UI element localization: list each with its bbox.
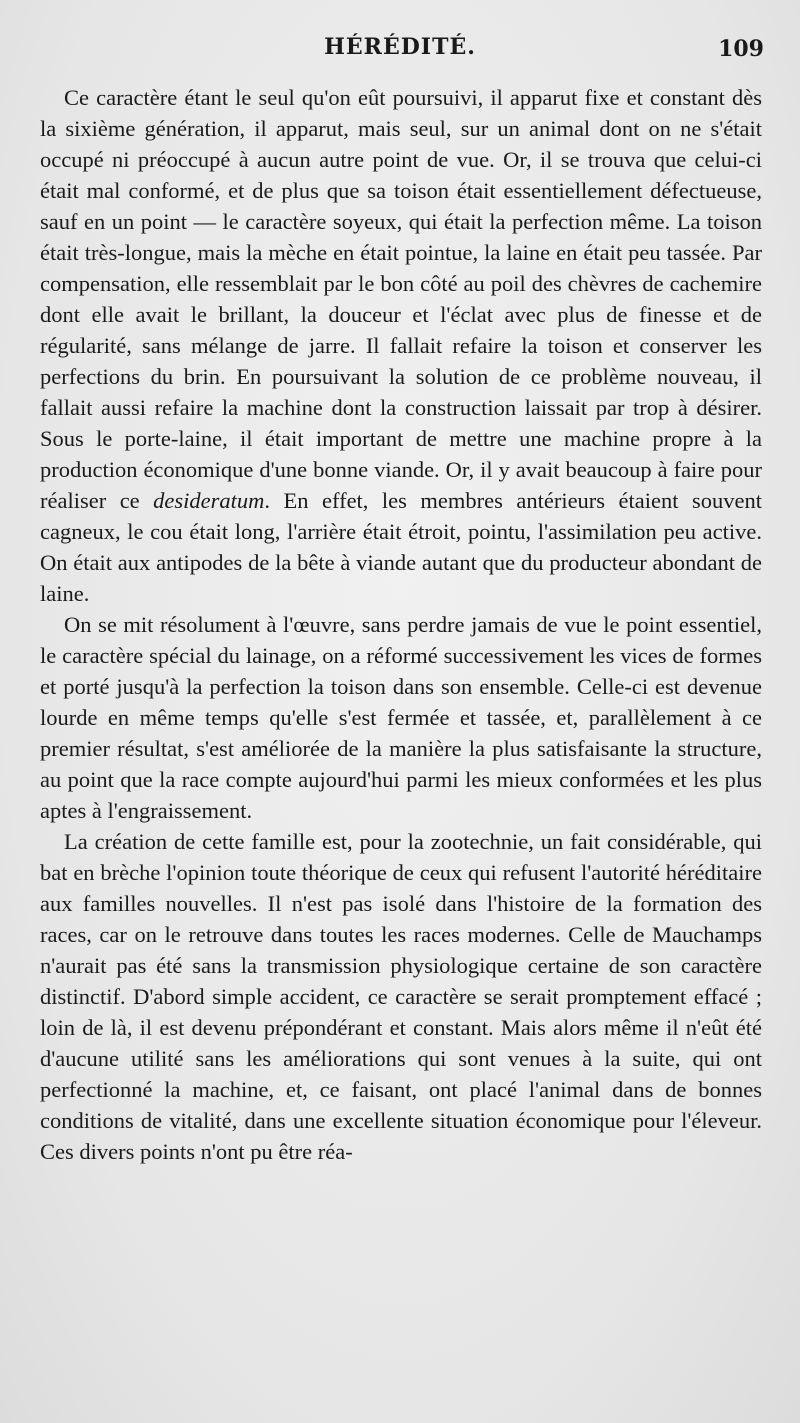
- italic-term: desideratum: [153, 488, 265, 513]
- paragraph-3: La création de cette famille est, pour la zootechnie, un fait considérable, qui bat en brèche l'opinion toute théorique de ceux qui refusent l'autorité héréditaire aux familles nouvelles. Il n'est pas isolé dans l'histoire de la formation des races, car on le retrouve dans toutes les races modernes. Celle de Mauchamps n'aurait pas été sans la transmission physiologique certaine de son caractère distinctif. D'abord simple accident, ce caractère se serait promptement effacé ; loin de là, il est devenu prépondérant et constant. Mais alors même il n'eût été d'aucune utilité sans les améliorations qui sont venues à la suite, qui ont perfectionné la machine, et, ce faisant, ont placé l'animal dans de bonnes conditions de vitalité, dans une excellente situation économique pour l'éleveur. Ces divers points n'ont pu être réa-: [40, 829, 762, 1164]
- paragraph-1-text-a: Ce caractère étant le seul qu'on eût poursuivi, il apparut fixe et constant dès la sixième génération, il apparut, mais seul, sur un animal dont on ne s'était occupé ni préoccupé à aucun autre point de vue. Or, il se trouva que celui-ci était mal conformé, et de plus que sa toison était essentiellement défectueuse, sauf en un point — le caractère soyeux, qui était la perfection même. La toison était très-longue, mais la mèche en était pointue, la laine en était peu tassée. Par compensation, elle ressemblait par le bon côté au poil des chèvres de cachemire dont elle avait le brillant, la douceur et l'éclat avec plus de finesse et de régularité, sans mélange de jarre. Il fallait refaire la toison et conserver les perfections du brin. En poursuivant la solution de ce problème nouveau, il fallait aussi refaire la machine dont la construction laissait par trop à désirer. Sous le porte-laine, il était important de mettre une machine propre à la production économique d'une bonne viande. Or, il y avait beaucoup à faire pour réaliser ce: [40, 85, 762, 513]
- paragraph-1-text-b: . En effet, les membres antérieurs étaient souvent cagneux, le cou était long, l'arrière était étroit, pointu, l'assimilation peu active. On était aux antipodes de la bête à viande autant que du producteur abondant de laine.: [40, 488, 762, 606]
- page-title: HÉRÉDITÉ.: [324, 34, 476, 60]
- paragraph-2: On se mit résolument à l'œuvre, sans perdre jamais de vue le point essentiel, le caractère spécial du lainage, on a réformé successivement les vices de formes et porté jusqu'à la perfection la toison dans son ensemble. Celle-ci est devenue lourde en même temps qu'elle s'est fermée et tassée, et, parallèlement à ce premier résultat, s'est améliorée de la manière la plus satisfaisante la structure, au point que la race compte aujourd'hui parmi les mieux conformées et les plus aptes à l'engraissement.: [40, 612, 762, 823]
- paragraph-1: [40, 82, 762, 609]
- running-head: [0, 34, 800, 64]
- page-number: 109: [718, 36, 764, 62]
- body-text: [40, 82, 762, 1167]
